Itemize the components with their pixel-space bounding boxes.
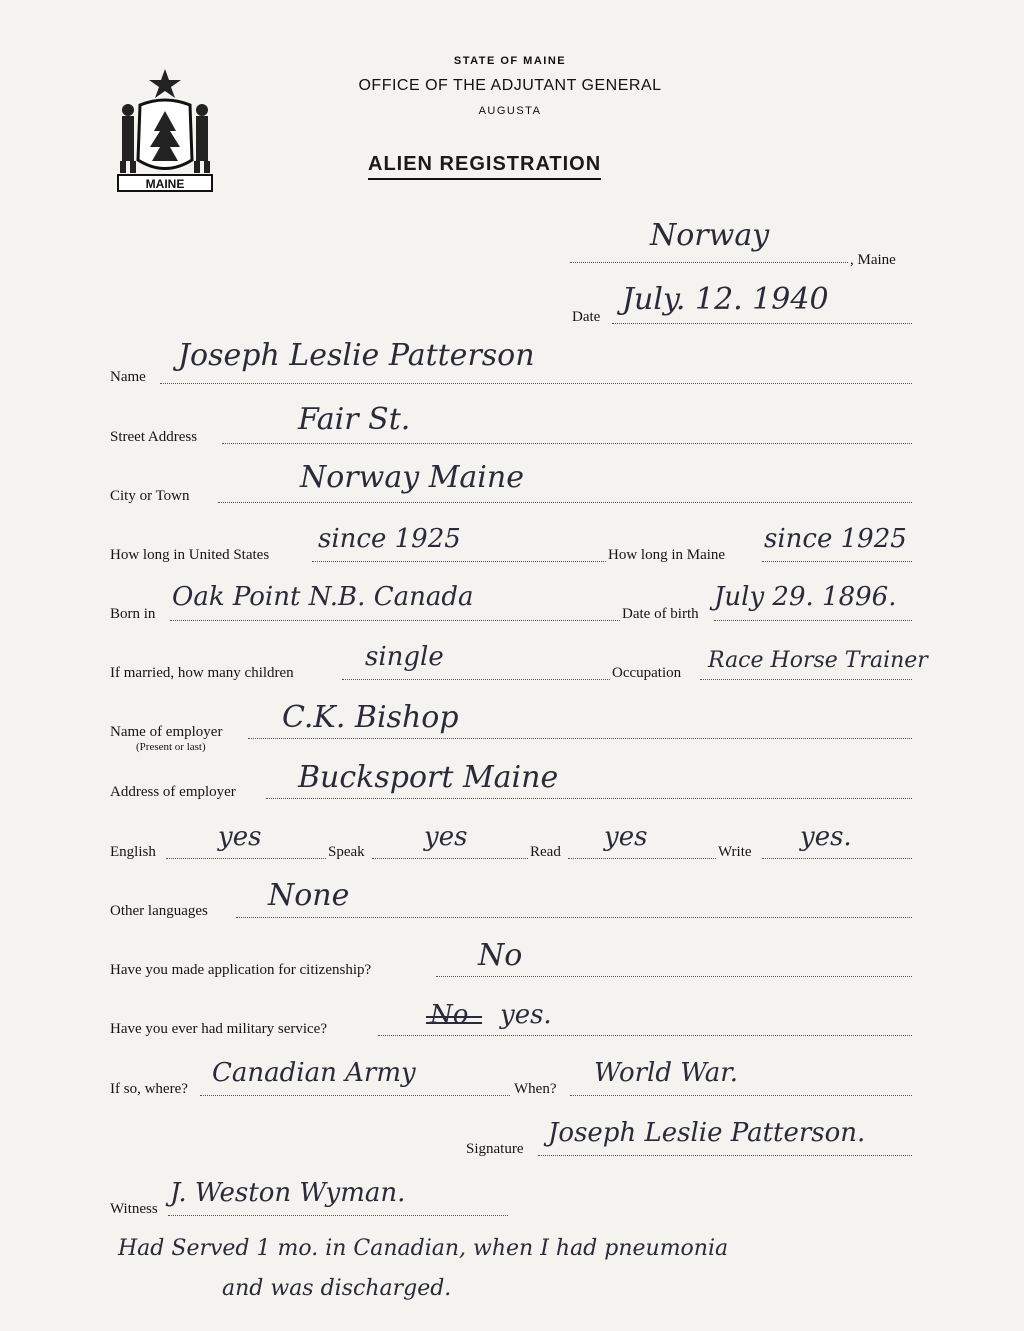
military-label: Have you ever had military service? [110,1021,327,1037]
write-label: Write [718,844,752,860]
military-line [378,1035,912,1036]
employer-sublabel: (Present or last) [136,741,206,753]
citizenship-label: Have you made application for citizenship? [110,962,372,978]
occupation-line [700,679,912,680]
citizenship-line [436,976,912,977]
city-town-label: City or Town [110,488,190,504]
married-children-line [342,679,610,680]
where-label: If so, where? [110,1081,188,1097]
city-heading: AUGUSTA [478,105,542,117]
how-long-maine-line [762,561,912,562]
city-town-value: Norway Maine [300,460,524,495]
employer-address-label: Address of employer [110,784,236,800]
how-long-us-line [312,561,606,562]
employer-address-value: Bucksport Maine [298,760,559,795]
employer-address-line [266,798,912,799]
other-languages-value: None [268,878,350,913]
name-label: Name [110,369,146,385]
employer-line [248,738,912,739]
signature-line [538,1155,912,1156]
state-heading: STATE OF MAINE [453,55,567,67]
when-value: World War. [594,1058,739,1088]
english-value: yes [218,822,262,852]
town-line [570,262,848,263]
citizenship-value: No [478,938,523,973]
handwritten-note-line-2: and was discharged. [222,1276,452,1301]
english-line [166,858,326,859]
other-languages-label: Other languages [110,903,208,919]
date-of-birth-value: July 29. 1896. [714,582,897,612]
name-line [160,383,912,384]
how-long-us-value: since 1925 [318,524,461,554]
when-line [570,1095,912,1096]
speak-label: Speak [328,844,365,860]
occupation-label: Occupation [612,665,682,681]
english-label: English [110,844,156,860]
employer-label: Name of employer [110,724,223,740]
when-label: When? [514,1081,557,1097]
town-value: Norway [650,218,770,253]
street-line [222,443,912,444]
born-in-line [170,620,620,621]
write-value: yes. [800,822,852,852]
strikethrough-mark [426,1022,482,1024]
signature-label: Signature [466,1141,524,1157]
handwritten-note-line-1: Had Served 1 mo. in Canadian, when I had pneumonia [118,1236,729,1261]
city-town-line [218,502,912,503]
speak-line [372,858,528,859]
date-of-birth-line [714,620,912,621]
strikethrough-mark [426,1016,482,1018]
form-title: ALIEN REGISTRATION [368,153,601,180]
street-value: Fair St. [298,402,411,437]
military-struck-value: No [430,1000,469,1030]
married-children-value: single [365,642,444,672]
speak-value: yes [424,822,468,852]
where-line [200,1095,510,1096]
date-value: July. 12. 1940 [622,282,829,317]
where-value: Canadian Army [212,1058,416,1088]
how-long-maine-label: How long in Maine [608,547,726,563]
signature-value: Joseph Leslie Patterson. [548,1118,866,1148]
employer-value: C.K. Bishop [282,700,459,735]
maine-state-seal [110,65,220,195]
witness-line [168,1215,508,1216]
witness-value: J. Weston Wyman. [170,1178,406,1208]
born-in-label: Born in [110,606,156,622]
born-in-value: Oak Point N.B. Canada [172,582,474,612]
other-languages-line [236,917,912,918]
date-line [612,323,912,324]
write-line [762,858,912,859]
how-long-maine-value: since 1925 [764,524,907,554]
read-line [568,858,716,859]
date-label: Date [572,309,601,325]
occupation-value: Race Horse Trainer [708,648,928,673]
married-children-label: If married, how many children [110,665,294,681]
name-value: Joseph Leslie Patterson [178,338,535,373]
seal-motto: MAINE [145,177,185,191]
military-value: yes. [500,1000,552,1030]
witness-label: Witness [110,1201,158,1217]
office-heading: OFFICE OF THE ADJUTANT GENERAL [358,77,662,94]
street-label: Street Address [110,429,198,445]
how-long-us-label: How long in United States [110,547,270,563]
read-label: Read [530,844,561,860]
date-of-birth-label: Date of birth [622,606,699,622]
read-value: yes [604,822,648,852]
maine-label: , Maine [850,252,896,268]
